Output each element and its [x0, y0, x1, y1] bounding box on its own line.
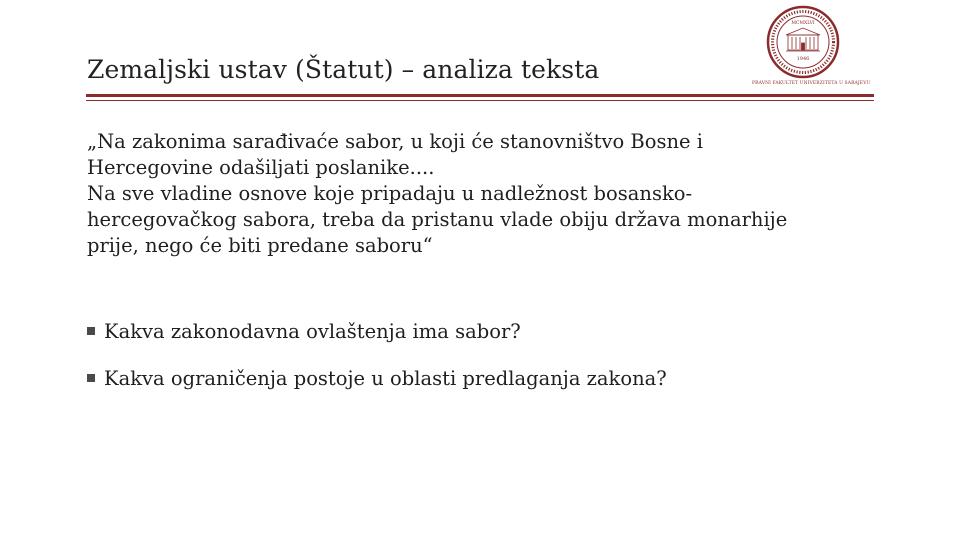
question-text: Kakva ograničenja postoje u oblasti predlaganja zakona? [104, 367, 667, 390]
slide-title: Zemaljski ustav (Štatut) – analiza teksta [87, 55, 600, 84]
quote-block [87, 129, 867, 259]
seal-year-text: 1946 [796, 56, 810, 62]
logo-caption: PRAVNI FAKULTET UNIVERZITETA U SARAJEVU [752, 81, 871, 86]
quote-line: Hercegovine odašiljati poslanike.... [87, 156, 435, 179]
question-text: Kakva zakonodavna ovlaštenja ima sabor? [104, 320, 521, 343]
header-rule-thick [86, 94, 874, 97]
quote-line: prije, nego će biti predane saboru“ [87, 234, 433, 257]
header-rule-thin [86, 100, 874, 101]
university-seal-logo [766, 5, 840, 79]
square-bullet-icon [87, 327, 95, 335]
quote-line: Na sve vladine osnove koje pripadaju u nadležnost bosansko- [87, 182, 693, 205]
seal-top-text: MCMXLVI [791, 21, 815, 26]
question-list [87, 319, 867, 413]
square-bullet-icon [87, 374, 95, 382]
quote-line: „Na zakonima sarađivaće sabor, u koji će stanovništvo Bosne i [87, 130, 704, 153]
quote-line: hercegovačkog sabora, treba da pristanu vlade obiju država monarhije [87, 208, 788, 231]
question-item [87, 366, 867, 392]
question-item [87, 319, 867, 345]
